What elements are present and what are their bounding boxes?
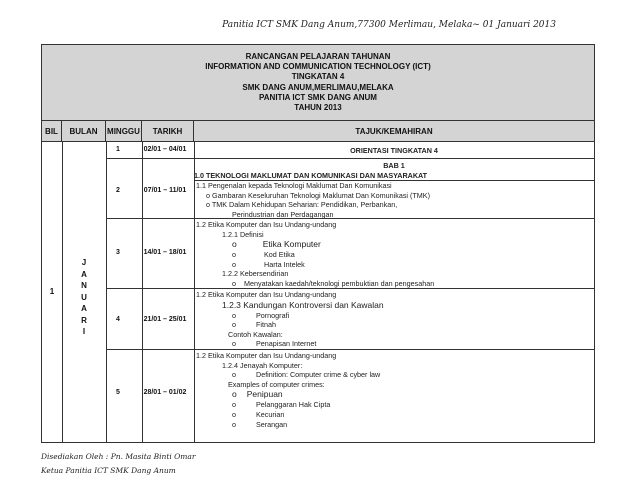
tajuk-cell	[194, 219, 594, 288]
table-row	[106, 142, 594, 159]
tarikh-cell: 07/01 – 11/01	[143, 187, 187, 194]
table-row	[106, 289, 594, 350]
bullet-icon: o	[232, 259, 236, 269]
bil-value: 1	[49, 287, 55, 296]
table-row	[106, 350, 594, 442]
bulan-letter: I	[82, 327, 86, 336]
col-minggu: MINGGU	[106, 121, 142, 141]
title-block	[42, 45, 594, 121]
title-line: TINGKATAN 4	[291, 72, 345, 82]
topic-line: Harta Intelek	[264, 259, 305, 269]
topic-line: ORIENTASI TINGKATAN 4	[350, 146, 438, 155]
topic-line: Serangan	[256, 419, 288, 429]
topic-line: Pornografi	[256, 310, 290, 320]
tarikh-cell: 02/01 – 04/01	[143, 146, 187, 153]
bullet-icon: o	[232, 278, 236, 288]
bullet-icon: o	[232, 389, 237, 400]
col-bil: BIL	[42, 121, 62, 141]
topic-line: o TMK Dalam Kehidupan Seharian: Pendidikan, Perbankan,	[206, 200, 398, 210]
table-row	[106, 219, 594, 289]
topic-line: 1.0 TEKNOLOGI MAKLUMAT DAN KOMUNIKASI DAN MASYARAKAT	[194, 171, 594, 182]
bullet-icon: o	[232, 409, 236, 419]
bullet-icon: o	[232, 370, 236, 380]
topic-line: Penipuan	[246, 389, 283, 400]
tarikh-cell: 21/01 – 25/01	[143, 316, 187, 323]
col-tajuk: TAJUK/KEMAHIRAN	[355, 126, 433, 136]
topic-line: Fitnah	[256, 320, 276, 330]
footer-prepared-by: Disediakan Oleh : Pn. Masita Binti Omar	[41, 452, 196, 461]
bullet-icon: o	[232, 400, 236, 410]
bulan-letter: J	[81, 258, 87, 267]
topic-line: Contoh Kawalan:	[228, 329, 283, 339]
topic-line: 1.2 Etika Komputer dan Isu Undang-undang	[196, 220, 337, 229]
topic-line: Kod Etika	[264, 250, 295, 260]
tajuk-cell	[194, 350, 594, 442]
topic-line: 1.2 Etika Komputer dan Isu Undang-undang	[196, 290, 337, 299]
minggu-cell: 2	[116, 187, 120, 194]
col-tarikh: TARIKH	[142, 121, 194, 141]
bullet-icon: o	[232, 310, 236, 320]
tarikh-cell: 14/01 – 18/01	[143, 249, 187, 256]
topic-line: 1.2.3 Kandungan Kontroversi dan Kawalan	[222, 299, 384, 310]
title-line: INFORMATION AND COMMUNICATION TECHNOLOGY (ICT)	[205, 62, 431, 72]
page-header: Panitia ICT SMK Dang Anum,77300 Merlimau, Melaka~ 01 Januari 2013	[222, 20, 556, 30]
bulan-letter: A	[81, 304, 87, 313]
bulan-letter: U	[81, 292, 87, 302]
bulan-letter: N	[81, 281, 87, 290]
minggu-cell: 1	[116, 146, 120, 153]
bullet-icon: o	[232, 320, 236, 330]
tarikh-cell: 28/01 – 01/02	[143, 389, 187, 396]
topic-line: Menyatakan kaedah/teknologi pembuktian dan pengesahan	[244, 278, 435, 288]
bulan-vertical	[62, 257, 106, 338]
bullet-icon: o	[232, 239, 237, 250]
col-bulan: BULAN	[62, 121, 106, 141]
tajuk-cell	[194, 159, 594, 218]
tajuk-cell	[194, 289, 594, 349]
topic-line: Penapisan Internet	[256, 339, 317, 349]
table-body	[42, 142, 594, 442]
bullet-icon: o	[232, 250, 236, 260]
lesson-plan-table	[41, 44, 595, 443]
topic-line: 1.2.2 Kebersendirian	[222, 269, 289, 279]
bulan-letter: A	[81, 269, 87, 279]
title-line: RANCANGAN PELAJARAN TAHUNAN	[245, 52, 391, 61]
topic-line: 1.2.1 Definisi	[222, 229, 264, 239]
topic-line: 1.1 Pengenalan kepada Teknologi Maklumat Dan Komunikasi	[196, 181, 392, 191]
minggu-cell: 5	[116, 389, 120, 396]
topic-line: 1.2 Etika Komputer dan Isu Undang-undang	[196, 351, 337, 360]
minggu-cell: 4	[116, 316, 120, 323]
topic-line: BAB 1	[383, 161, 405, 170]
topic-line: Etika Komputer	[262, 239, 321, 250]
bullet-icon: o	[232, 419, 236, 429]
title-line: TAHUN 2013	[294, 103, 342, 113]
bulan-letter: R	[81, 315, 87, 325]
topic-line: Definition: Computer crime & cyber law	[256, 370, 381, 380]
title-line: PANITIA ICT SMK DANG ANUM	[259, 92, 377, 102]
topic-line: o Gambaran Keseluruhan Teknologi Maklumat Dan Komunikasi (TMK)	[206, 190, 430, 200]
topic-line: 1.2.4 Jenayah Komputer:	[222, 360, 303, 370]
table-row	[106, 159, 594, 219]
minggu-cell: 3	[116, 249, 120, 256]
topic-line: Pelanggaran Hak Cipta	[256, 400, 331, 410]
bullet-icon: o	[232, 339, 236, 349]
footer-role: Ketua Panitia ICT SMK Dang Anum	[41, 466, 176, 475]
tajuk-cell	[194, 142, 594, 158]
column-headers	[42, 121, 594, 142]
topic-line: Perindustrian dan Perdagangan	[232, 209, 334, 219]
topic-line: Examples of computer crimes:	[228, 379, 325, 389]
topic-line: Kecurian	[256, 409, 285, 419]
title-line: SMK DANG ANUM,MERLIMAU,MELAKA	[242, 82, 394, 92]
